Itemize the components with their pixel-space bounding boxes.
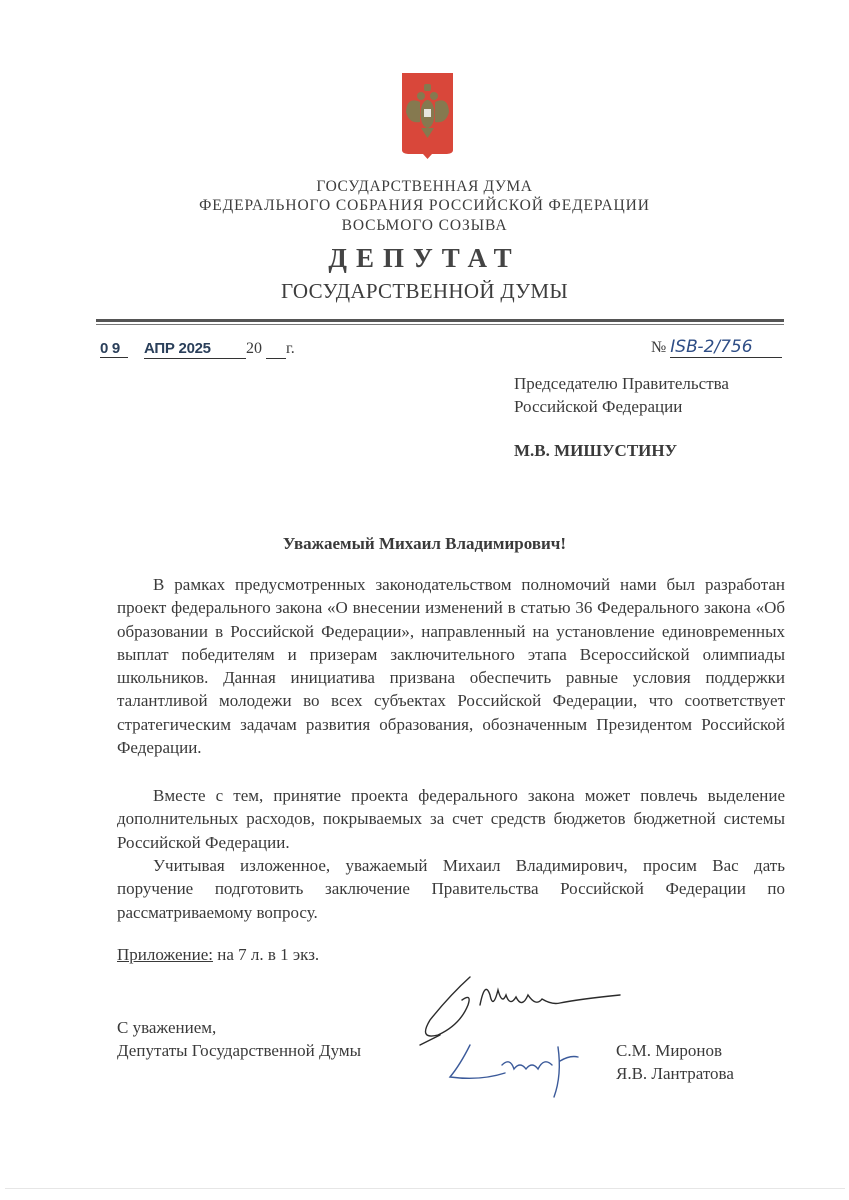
appendix-label: Приложение:: [117, 945, 213, 964]
header-line-2: ФЕДЕРАЛЬНОГО СОБРАНИЯ РОССИЙСКОЙ ФЕДЕРАЦИИ: [199, 197, 650, 214]
closing-block: [117, 1016, 361, 1062]
date-month-year-field: [144, 340, 246, 359]
header-divider-thin: [96, 324, 784, 325]
signatory-lantratova: Я.В. Лантратова: [616, 1064, 734, 1083]
date-day-stamp: 0 9: [100, 340, 128, 358]
header-subtitle: ГОСУДАРСТВЕННОЙ ДУМЫ: [281, 279, 568, 303]
body-paragraph-3: [117, 854, 785, 924]
addressee-name: М.В. МИШУСТИНУ: [514, 441, 678, 460]
year-suffix-label: г.: [286, 340, 295, 357]
reference-number: [651, 337, 782, 358]
body-paragraph-1: [117, 573, 785, 759]
header-line-1: ГОСУДАРСТВЕННАЯ ДУМА: [316, 178, 533, 195]
handwritten-signatures-icon: [410, 965, 640, 1105]
printed-year-prefix: 20: [246, 340, 262, 357]
date-month-stamp: АПР: [144, 340, 175, 357]
number-sign: №: [651, 339, 667, 356]
paragraph-text: Учитывая изложенное, уважаемый Михаил Владимирович, просим Вас дать поручение подготовить заключение Правительства Российской Федерации по рассматриваемому вопросу.: [117, 856, 785, 922]
appendix-note: [117, 945, 319, 965]
appendix-value: на 7 л. в 1 экз.: [212, 945, 320, 964]
paragraph-text: В рамках предусмотренных законодательством полномочий нами был разработан проект федерального закона «О внесении изменений в статью 36 Федерального закона «Об образовании в Российской Федерации», направленный на установление единовременных выплат победителям и призерам заключительного этапа Всероссийской олимпиады школьников. Данная инициатива призвана обеспечить равные условия поддержки талантливой молодежи во всех субъектах Российской Федерации, что соответствует стратегическим задачам развития образования, обозначенным Президентом Российской Федерации.: [117, 575, 785, 758]
addressee-block: [514, 372, 729, 418]
addressee-position: Председателю Правительства: [514, 374, 729, 393]
coat-of-arms-emblem-icon: [401, 72, 454, 160]
paragraph-text: Вместе с тем, принятие проекта федерального закона может повлечь выделение дополнительных расходов, покрываемых за счет средств бюджетов бюджетной системы Российской Федерации.: [117, 786, 785, 852]
closing-signers-title: Депутаты Государственной Думы: [117, 1041, 362, 1060]
date-field: [100, 340, 295, 362]
greeting: Уважаемый Михаил Владимирович!: [282, 534, 567, 553]
addressee-organization: Российской Федерации: [514, 397, 683, 416]
date-year-stamp: 2025: [178, 340, 211, 357]
body-paragraph-2: [117, 784, 785, 854]
header-divider-thick: [96, 319, 784, 322]
header-title: ДЕПУТАТ: [328, 243, 521, 273]
closing-regards: С уважением,: [117, 1018, 217, 1037]
page-bottom-edge: [5, 1188, 845, 1189]
header-line-3: ВОСЬМОГО СОЗЫВА: [341, 217, 508, 234]
year-suffix-blank: [266, 340, 286, 359]
handwritten-reference-number: ISB-2/756: [670, 337, 782, 358]
signatory-mironov: С.М. Миронов: [616, 1041, 723, 1060]
signatories-list: [616, 1039, 734, 1085]
